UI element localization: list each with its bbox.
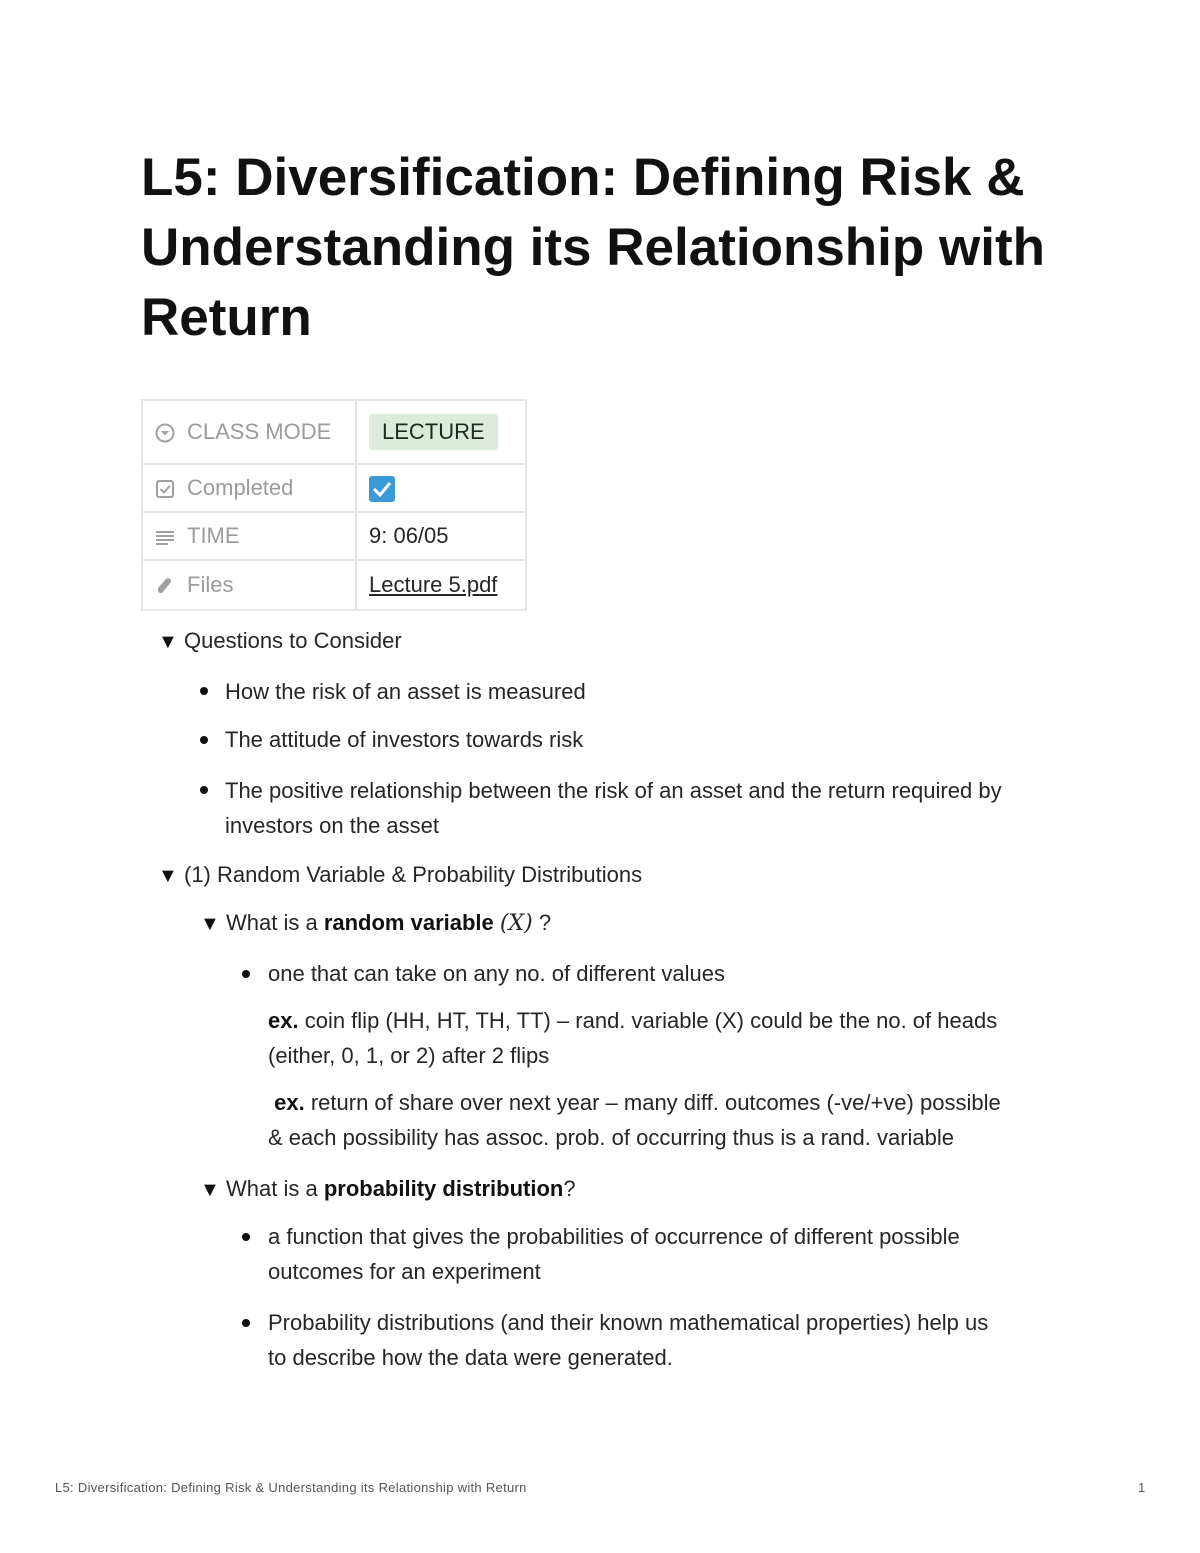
example-paragraph-continuation: & each possibility has assoc. prob. of occurring thus is a rand. variable	[268, 1125, 955, 1150]
select-icon	[155, 423, 177, 443]
property-row-completed	[142, 464, 526, 512]
property-key	[142, 512, 356, 560]
completed-checkbox[interactable]	[369, 476, 395, 502]
bullet-icon	[200, 687, 208, 695]
property-value[interactable]: 9: 06/05	[356, 512, 526, 560]
triangle-down-icon[interactable]: ▼	[200, 1179, 220, 1201]
file-link[interactable]: Lecture 5.pdf	[369, 572, 498, 597]
properties-table	[141, 399, 527, 611]
property-value[interactable]	[356, 560, 526, 610]
list-item: The positive relationship between the risk of an asset and the return required by	[225, 778, 1002, 803]
list-item-continuation: outcomes for an experiment	[268, 1259, 541, 1284]
property-key-label: Files	[187, 572, 234, 597]
class-mode-tag[interactable]: LECTURE	[369, 414, 498, 450]
triangle-down-icon[interactable]: ▼	[200, 913, 220, 935]
math-x: (X)	[499, 911, 533, 936]
example-paragraph: ex. coin flip (HH, HT, TH, TT) – rand. variable (X) could be the no. of heads	[268, 1008, 998, 1033]
list-item: a function that gives the probabilities of occurrence of different possible	[268, 1224, 960, 1249]
toggle-questions[interactable]: ▼ Questions to Consider	[158, 623, 402, 660]
text-icon	[155, 527, 177, 547]
property-key	[142, 400, 356, 464]
page-title: L5: Diversification: Defining Risk & Understanding its Relationship with Return	[141, 148, 1045, 347]
toggle-random-variable-section[interactable]: ▼ (1) Random Variable & Probability Distributions	[158, 857, 642, 894]
property-row-files	[142, 560, 526, 610]
page-number: 1	[1138, 1480, 1146, 1495]
example-paragraph: ex. return of share over next year – many diff. outcomes (-ve/+ve) possible	[274, 1090, 1001, 1115]
list-item-continuation: investors on the asset	[225, 813, 440, 838]
property-value[interactable]	[356, 464, 526, 512]
property-key-label: TIME	[187, 523, 240, 548]
property-key-label: CLASS MODE	[187, 419, 332, 444]
toggle-random-variable[interactable]: ▼ What is a random variable (X) ?	[200, 905, 551, 942]
property-key-label: Completed	[187, 475, 294, 500]
bullet-icon	[242, 970, 250, 978]
property-key	[142, 560, 356, 610]
property-row-time	[142, 512, 526, 560]
attachment-icon	[155, 576, 177, 596]
triangle-down-icon[interactable]: ▼	[158, 865, 178, 887]
checkbox-icon	[155, 479, 177, 499]
example-paragraph-continuation: (either, 0, 1, or 2) after 2 flips	[268, 1043, 550, 1068]
property-row-class-mode	[142, 400, 526, 464]
list-item: Probability distributions (and their known mathematical properties) help us	[268, 1310, 989, 1335]
property-key	[142, 464, 356, 512]
bullet-icon	[242, 1233, 250, 1241]
list-item: one that can take on any no. of different values	[268, 961, 726, 986]
triangle-down-icon[interactable]: ▼	[158, 631, 178, 653]
bullet-icon	[200, 736, 208, 744]
footer-title: L5: Diversification: Defining Risk & Understanding its Relationship with Return	[55, 1480, 527, 1495]
bullet-icon	[242, 1319, 250, 1327]
list-item: The attitude of investors towards risk	[225, 727, 584, 752]
property-value[interactable]	[356, 400, 526, 464]
bullet-icon	[200, 786, 208, 794]
list-item: How the risk of an asset is measured	[225, 679, 586, 704]
toggle-probability-distribution[interactable]: ▼ What is a probability distribution?	[200, 1171, 576, 1208]
list-item-continuation: to describe how the data were generated.	[268, 1345, 673, 1370]
